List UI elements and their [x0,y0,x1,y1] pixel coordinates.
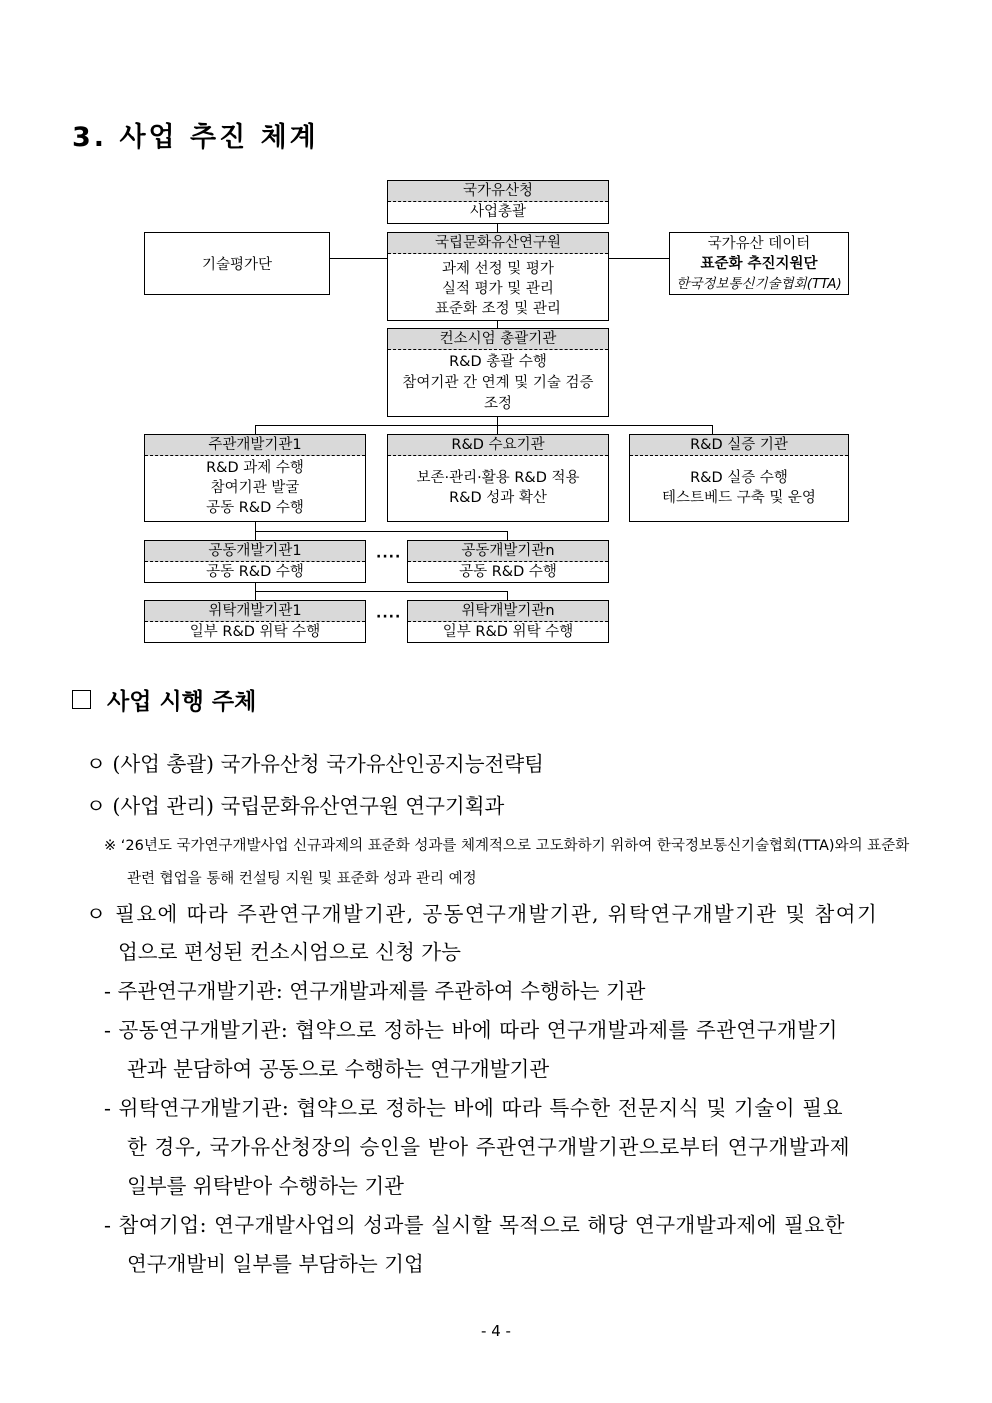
connector-line [255,591,508,592]
support-line2: 표준화 추진지원단 [700,255,818,272]
checkbox-square-icon [72,690,91,709]
demand-title: R&D 수요기관 [388,435,608,456]
institute-box [387,232,609,321]
demand-role: R&D 성과 확산 [449,490,547,506]
support-line1: 국가유산 데이터 [707,235,811,252]
note-text: ※ ‘26년도 국가연구개발사업 신규과제의 표준화 성과를 체계적으로 고도화하기 위하여 한국정보통신기술협회(TTA)와의 표준화 [104,838,910,854]
joint-title: 공동개발기관1 [145,541,365,562]
dash-item: 관과 분담하여 공동으로 수행하는 연구개발기관 [127,1057,550,1081]
commission-title: 위탁개발기관n [408,601,608,622]
bullet-item: ㅇ 필요에 따라 주관연구개발기관, 공동연구개발기관, 위탁연구개발기관 및 참여기 [86,902,879,926]
lead-title: 주관개발기관1 [145,435,365,456]
demo-title: R&D 실증 기관 [630,435,848,456]
connector-line [497,320,498,328]
connector-line [255,531,508,532]
page-title: 3. 사업 추진 체계 [72,122,319,153]
dash-item: 한 경우, 국가유산청장의 승인을 받아 주관연구개발기관으로부터 연구개발과제 [127,1135,851,1159]
joint-box-n [407,540,609,583]
support-line3: 한국정보통신기술협회(TTA) [676,275,842,292]
demo-box [629,434,849,522]
institute-role: 과제 선정 및 평가 [442,261,554,277]
agency-title: 국가유산청 [388,181,608,202]
lead-role: R&D 과제 수행 [206,460,304,476]
consortium-role: R&D 총괄 수행 [449,354,547,370]
connector-line [329,258,387,259]
connector-line [497,416,498,425]
agency-box [387,180,609,224]
lead-role: 참여기관 발굴 [210,480,300,496]
connector-line [609,258,670,259]
consortium-title: 컨소시엄 총괄기관 [388,329,608,350]
dash-item: 연구개발비 일부를 부담하는 기업 [127,1252,424,1276]
commission-title: 위탁개발기관1 [145,601,365,622]
lead-role: 공동 R&D 수행 [206,500,304,516]
institute-role: 실적 평가 및 관리 [442,281,554,297]
institute-title: 국립문화유산연구원 [388,233,608,254]
demo-role: 테스트베드 구축 및 운영 [662,490,816,506]
consortium-box [387,328,609,417]
section-title: 사업 시행 주체 [107,689,257,715]
commission-role: 일부 R&D 위탁 수행 [189,624,321,640]
bullet-item: ㅇ (사업 관리) 국립문화유산연구원 연구기획과 [86,794,505,818]
dash-item: 일부를 위탁받아 수행하는 기관 [127,1174,404,1198]
section-heading [72,683,256,716]
demo-role: R&D 실증 수행 [690,470,788,486]
joint-title: 공동개발기관n [408,541,608,562]
dash-item: - 주관연구개발기관: 연구개발과제를 주관하여 수행하는 기관 [104,979,646,1003]
ellipsis: ···· [376,609,402,625]
bullet-item: ㅇ (사업 총괄) 국가유산청 국가유산인공지능전략팀 [86,752,544,776]
commission-box-n [407,600,609,643]
connector-line [255,425,712,426]
page-number: - 4 - [481,1322,511,1340]
dash-item: - 위탁연구개발기관: 협약으로 정하는 바에 따라 특수한 전문지식 및 기술이 필요 [104,1096,844,1120]
joint-role: 공동 R&D 수행 [459,564,557,580]
demand-role: 보존·관리·활용 R&D 적용 [416,470,580,486]
support-box [669,232,849,295]
ellipsis: ···· [376,549,402,565]
note-text: 관련 협업을 통해 컨설팅 지원 및 표준화 성과 관리 예정 [127,871,477,887]
dash-item: - 참여기업: 연구개발사업의 성과를 실시할 목적으로 해당 연구개발과제에 필요한 [104,1213,845,1237]
agency-role: 사업총괄 [469,204,527,220]
commission-box-1 [144,600,366,643]
lead-box [144,434,366,522]
institute-role: 표준화 조정 및 관리 [435,301,561,317]
dash-item: - 공동연구개발기관: 협약으로 정하는 바에 따라 연구개발과제를 주관연구개발기 [104,1018,838,1042]
joint-box-1 [144,540,366,583]
bullet-item: 업으로 편성된 컨소시엄으로 신청 가능 [118,940,461,964]
consortium-role: 참여기관 간 연계 및 기술 검증 [402,375,594,391]
evaluation-label: 기술평가단 [201,257,273,273]
commission-role: 일부 R&D 위탁 수행 [442,624,574,640]
demand-box [387,434,609,522]
evaluation-box [144,232,330,295]
consortium-role: 조정 [483,396,512,412]
joint-role: 공동 R&D 수행 [206,564,304,580]
